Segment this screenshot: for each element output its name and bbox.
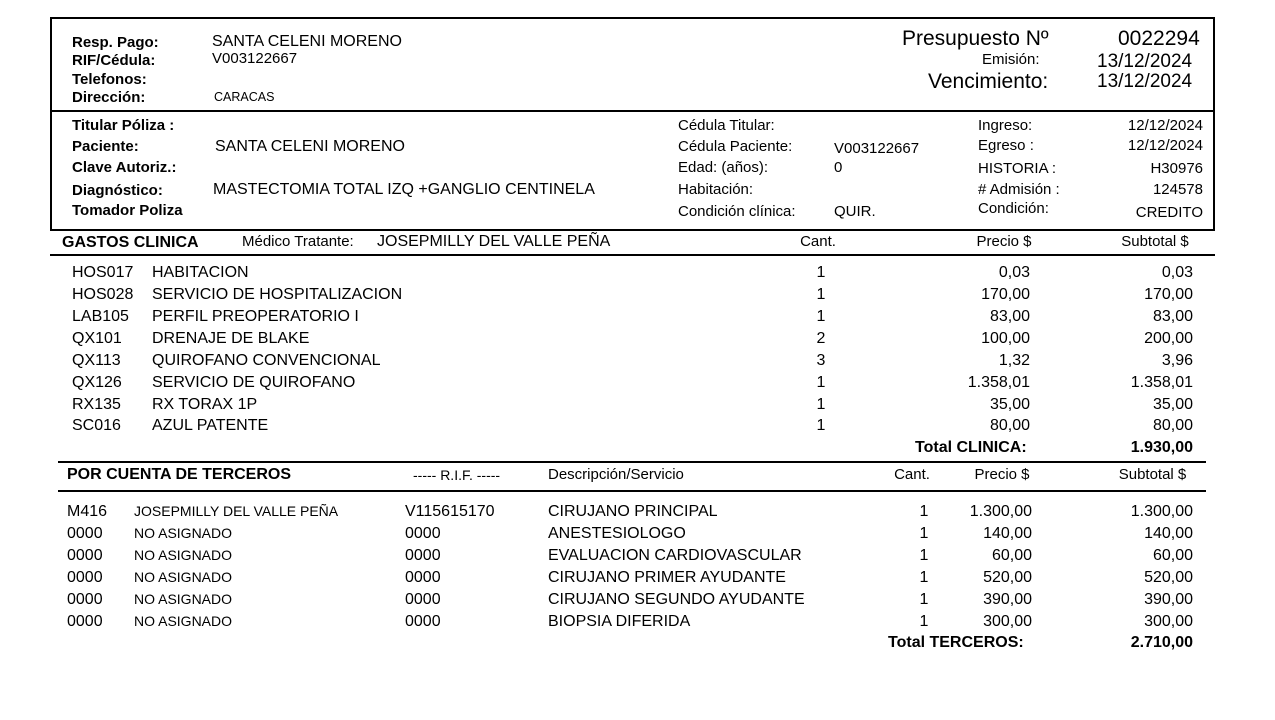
row-subtotal: 83,00 [1152,308,1193,325]
clinica-header-rule [50,254,1215,256]
vencimiento-date: 13/12/2024 [1097,71,1193,92]
row-quantity: 1 [919,569,929,586]
row-quantity: 1 [919,503,929,520]
medico-tratante-value: JOSEPMILLY DEL VALLE PEÑA [377,233,611,250]
terceros-col-cant: Cant. [894,466,930,483]
emision-label: Emisión: [982,51,1040,68]
row-subtotal: 3,96 [1161,352,1193,369]
terceros-rif-header: ----- R.I.F. ----- [413,467,501,483]
row-code: 0000 [67,591,103,608]
row-subtotal: 170,00 [1144,286,1193,303]
terceros-col-subtotal: Subtotal $ [1118,466,1187,483]
row-price: 1.358,01 [967,374,1030,391]
clinica-col-precio: Precio $ [976,233,1032,250]
resp-pago-value: SANTA CELENI MORENO [212,33,402,50]
row-price: 520,00 [983,569,1032,586]
row-code: QX126 [72,374,122,391]
row-description: SERVICIO DE QUIROFANO [152,374,356,391]
cedula-paciente-value: V003122667 [834,140,920,157]
row-subtotal: 520,00 [1144,569,1193,586]
row-description: AZUL PATENTE [152,417,269,434]
row-price: 390,00 [983,591,1032,608]
emision-date: 13/12/2024 [1097,51,1193,72]
row-code: 0000 [67,569,103,586]
row-code: RX135 [72,396,121,413]
row-name: NO ASIGNADO [134,613,233,629]
row-price: 170,00 [981,286,1030,303]
row-description: BIOPSIA DIFERIDA [548,613,691,630]
row-rif: 0000 [405,591,441,608]
diagnostico-label: Diagnóstico: [72,182,163,199]
row-name: NO ASIGNADO [134,569,233,585]
row-subtotal: 390,00 [1144,591,1193,608]
row-quantity: 1 [816,374,826,391]
edad-value: 0 [834,159,843,176]
row-description: EVALUACION CARDIOVASCULAR [548,547,802,564]
terceros-top-rule [58,461,1206,463]
row-quantity: 1 [919,547,929,564]
titular-poliza-label: Titular Póliza : [72,117,175,134]
gastos-clinica-title: GASTOS CLINICA [62,234,199,251]
row-code: HOS017 [72,264,134,281]
condicion-clinica-label: Condición clínica: [678,203,796,220]
row-code: HOS028 [72,286,134,303]
clinica-col-subtotal: Subtotal $ [1121,233,1189,250]
row-price: 83,00 [989,308,1030,325]
row-price: 1,32 [998,352,1030,369]
row-code: SC016 [72,417,121,434]
row-price: 60,00 [991,547,1032,564]
row-subtotal: 1.300,00 [1130,503,1193,520]
rif-cedula-value: V003122667 [212,50,298,67]
direccion-value: CARACAS [214,90,275,104]
row-code: M416 [67,503,108,520]
terceros-header-rule [58,490,1206,492]
admision-value: 124578 [1152,181,1203,198]
row-price: 0,03 [998,264,1030,281]
row-code: 0000 [67,547,103,564]
terceros-col-desc: Descripción/Servicio [548,466,684,483]
row-code: QX113 [72,352,121,369]
row-description: QUIROFANO CONVENCIONAL [152,352,381,369]
habitacion-label: Habitación: [678,181,754,198]
row-quantity: 1 [816,308,826,325]
egreso-value: 12/12/2024 [1127,137,1203,154]
ingreso-label: Ingreso: [978,117,1033,134]
row-description: CIRUJANO SEGUNDO AYUDANTE [548,591,805,608]
row-subtotal: 0,03 [1161,264,1193,281]
direccion-label: Dirección: [72,89,146,106]
row-quantity: 3 [816,352,826,369]
diagnostico-value: MASTECTOMIA TOTAL IZQ +GANGLIO CENTINELA [213,181,595,198]
clave-autoriz-label: Clave Autoriz.: [72,159,177,176]
row-quantity: 1 [816,286,826,303]
row-code: LAB105 [72,308,129,325]
row-quantity: 2 [816,330,826,347]
admision-label: # Admisión : [978,181,1060,198]
row-subtotal: 300,00 [1144,613,1193,630]
row-subtotal: 35,00 [1152,396,1193,413]
row-name: NO ASIGNADO [134,525,233,541]
condicion-label: Condición: [978,200,1049,217]
historia-label: HISTORIA : [978,160,1057,177]
presupuesto-number: 0022294 [1118,27,1200,50]
ingreso-value: 12/12/2024 [1127,117,1203,134]
row-rif: 0000 [405,569,441,586]
row-code: QX101 [72,330,122,347]
condicion-value: CREDITO [1135,204,1203,221]
edad-label: Edad: (años): [678,159,769,176]
row-subtotal: 60,00 [1152,547,1193,564]
cedula-paciente-label: Cédula Paciente: [678,138,793,155]
telefonos-label: Telefonos: [72,71,147,88]
row-subtotal: 140,00 [1144,525,1193,542]
row-description: ANESTESIOLOGO [548,525,686,542]
terceros-title: POR CUENTA DE TERCEROS [67,466,292,483]
paciente-label: Paciente: [72,138,139,155]
medico-tratante-label: Médico Tratante: [242,233,354,250]
resp-pago-label: Resp. Pago: [72,34,159,51]
row-price: 1.300,00 [969,503,1032,520]
row-code: 0000 [67,525,103,542]
row-price: 80,00 [989,417,1030,434]
row-rif: 0000 [405,613,441,630]
condicion-clinica-value: QUIR. [834,203,876,220]
paciente-value: SANTA CELENI MORENO [215,138,405,155]
row-code: 0000 [67,613,103,630]
row-quantity: 1 [919,525,929,542]
terceros-col-precio: Precio $ [974,466,1030,483]
row-quantity: 1 [919,591,929,608]
row-description: DRENAJE DE BLAKE [152,330,310,347]
row-quantity: 1 [816,417,826,434]
row-description: HABITACION [152,264,249,281]
row-name: NO ASIGNADO [134,591,233,607]
row-subtotal: 200,00 [1144,330,1193,347]
tomador-poliza-label: Tomador Poliza [72,202,183,219]
row-quantity: 1 [816,264,826,281]
clinica-col-cant: Cant. [800,233,836,250]
historia-value: H30976 [1150,160,1203,177]
row-price: 140,00 [983,525,1032,542]
row-rif: V115615170 [405,503,495,520]
egreso-label: Egreso : [978,137,1034,154]
row-name: NO ASIGNADO [134,547,233,563]
row-subtotal: 80,00 [1152,417,1193,434]
rif-cedula-label: RIF/Cédula: [72,52,156,69]
row-rif: 0000 [405,525,441,542]
presupuesto-label: Presupuesto Nº [902,27,1049,50]
row-quantity: 1 [919,613,929,630]
row-description: RX TORAX 1P [152,396,258,413]
row-price: 100,00 [981,330,1030,347]
row-subtotal: 1.358,01 [1130,374,1193,391]
cedula-titular-label: Cédula Titular: [678,117,775,134]
row-name: JOSEPMILLY DEL VALLE PEÑA [134,503,339,519]
clinica-total-label: Total CLINICA: [915,439,1027,456]
terceros-total-label: Total TERCEROS: [888,634,1024,651]
clinica-total-value: 1.930,00 [1130,439,1193,456]
terceros-total-value: 2.710,00 [1130,634,1193,651]
row-price: 300,00 [983,613,1032,630]
vencimiento-label: Vencimiento: [928,70,1049,93]
row-description: CIRUJANO PRIMER AYUDANTE [548,569,786,586]
row-description: SERVICIO DE HOSPITALIZACION [152,286,403,303]
row-description: CIRUJANO PRINCIPAL [548,503,718,520]
row-rif: 0000 [405,547,441,564]
row-quantity: 1 [816,396,826,413]
row-price: 35,00 [989,396,1030,413]
row-description: PERFIL PREOPERATORIO I [152,308,359,325]
